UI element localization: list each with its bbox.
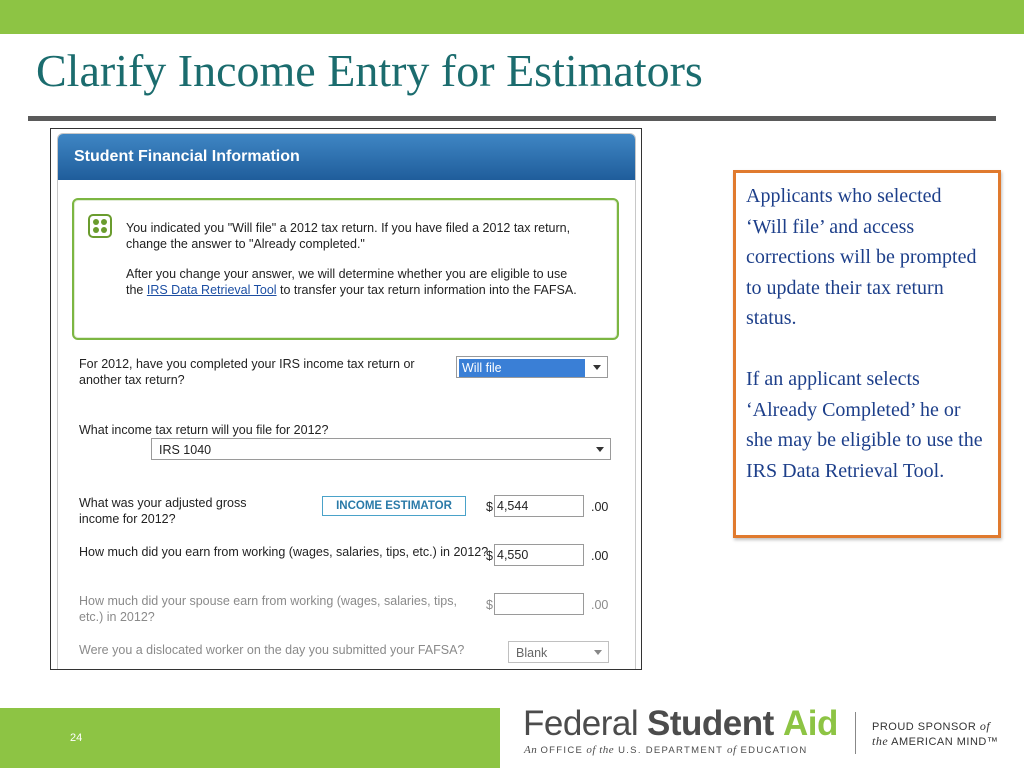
footer-divider xyxy=(855,712,856,754)
earned-input[interactable]: 4,550 xyxy=(494,544,584,566)
agi-input[interactable]: 4,544 xyxy=(494,495,584,517)
return-type-select[interactable]: IRS 1040 xyxy=(151,438,611,460)
question-spouse-earned: How much did your spouse earn from working (wages, salaries, tips, etc.) in 2012? xyxy=(79,594,457,624)
tax-status-select[interactable]: Will file xyxy=(456,356,608,378)
spouse-cents: .00 xyxy=(591,598,609,612)
callout-paragraph-2: If an applicant selects ‘Already Completed’ he or she may be eligible to use the IRS Data Retrieval Tool. xyxy=(746,368,983,482)
fsa-logo-student: Student xyxy=(647,704,774,743)
question-agi: What was your adjusted gross income for 2012? xyxy=(79,496,247,526)
question-dislocated: Were you a dislocated worker on the day you submitted your FAFSA? xyxy=(79,643,465,657)
chevron-down-icon xyxy=(593,365,601,370)
fsa-office-line: An OFFICE of the U.S. DEPARTMENT of EDUCATION xyxy=(524,744,808,756)
agi-currency: $ xyxy=(486,500,493,514)
notice-text-2: After you change your answer, we will determine whether you are eligible to use the IRS Data Retrieval Tool to transfer your tax return information into the FAFSA. xyxy=(126,267,577,297)
chevron-down-icon xyxy=(596,447,604,452)
earned-currency: $ xyxy=(486,549,493,563)
explanation-callout xyxy=(733,170,1001,538)
notice-text-1: You indicated you "Will file" a 2012 tax return. If you have filed a 2012 tax return, change the answer to "Already completed." xyxy=(126,221,571,251)
slide-title: Clarify Income Entry for Estimators xyxy=(36,45,703,96)
chevron-down-icon xyxy=(594,650,602,655)
top-accent-bar xyxy=(0,0,1024,34)
income-estimator-button[interactable]: INCOME ESTIMATOR xyxy=(322,496,466,516)
question-return-type: What income tax return will you file for 2012? xyxy=(79,423,329,437)
fsa-logo-federal: Federal xyxy=(523,704,639,743)
panel-header: Student Financial Information xyxy=(58,134,635,180)
question-tax-status: For 2012, have you completed your IRS income tax return or another tax return? xyxy=(79,357,415,387)
agi-cents: .00 xyxy=(591,500,609,514)
dislocated-select[interactable]: Blank xyxy=(508,641,609,663)
spouse-earned-input[interactable] xyxy=(494,593,584,615)
title-divider xyxy=(28,116,996,121)
fsa-logo-aid: Aid xyxy=(783,704,838,743)
sponsor-line-2: the AMERICAN MIND™ xyxy=(872,734,999,748)
earned-cents: .00 xyxy=(591,549,609,563)
student-financial-panel xyxy=(57,133,636,670)
info-grid-icon xyxy=(88,214,112,238)
sponsor-line-1: PROUD SPONSOR of xyxy=(872,719,991,733)
fafsa-screenshot xyxy=(50,128,642,670)
question-earned: How much did you earn from working (wages, salaries, tips, etc.) in 2012? xyxy=(79,545,489,559)
irs-drt-link[interactable]: IRS Data Retrieval Tool xyxy=(146,283,277,297)
page-number: 24 xyxy=(70,732,83,744)
spouse-currency: $ xyxy=(486,598,493,612)
callout-paragraph-1: Applicants who selected ‘Will file’ and access corrections will be prompted to update their tax return status. xyxy=(746,185,977,329)
will-file-notice xyxy=(72,198,619,340)
